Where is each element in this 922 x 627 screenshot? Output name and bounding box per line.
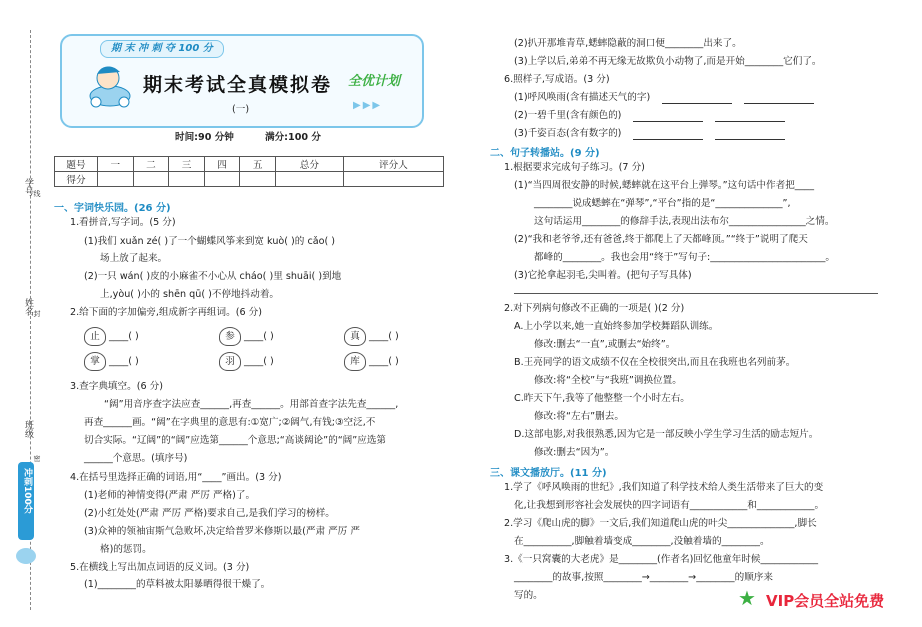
name-label: 姓名 [23,298,33,316]
r-line-1: (2)扒开那堆青草,蟋蟀隐蔽的洞口便________出来了。 [514,38,742,49]
score-table-score-row [55,172,444,187]
seal-mark: 封 [33,310,41,317]
answer-blank[interactable] [715,129,785,140]
char-blank-text[interactable]: ____( ) [109,331,139,342]
class-label: 班级 [23,420,33,438]
score-table-header-row [55,157,444,172]
char-box: 库 [344,352,366,371]
char-box: 掌 [84,352,106,371]
r-line-24: 化,让我想到形容社会发展快的四字词语有____________和____________。 [514,500,825,511]
q5-line-a: (1)________的草料被太阳暴晒得很干燥了。 [84,579,271,590]
r-line-13: (3)它抡拿起羽毛,尖叫着。(把句子写具体) [514,270,692,281]
q3-line-d: ______个意思。(填序号) [84,453,188,464]
q3-title: 3.查字典填空。(6 分) [70,381,163,392]
char-blank-text[interactable]: ____( ) [244,356,274,367]
page-title: 期末考试全真模拟卷 [143,74,333,96]
answer-blank[interactable] [633,129,703,140]
q5-title: 5.在横线上写出加点词语的反义词。(3 分) [70,562,250,573]
exam-full-score: 满分:100 分 [265,132,321,143]
score-cell[interactable] [98,172,134,187]
score-header: 一 [98,157,134,172]
answer-blank[interactable] [633,111,703,122]
score-cell[interactable] [169,172,205,187]
option-c: C.昨天下午,我等了他整整一个小时左右。 [514,393,690,404]
score-cell[interactable] [240,172,276,187]
score-row-label: 得分 [55,172,98,187]
q6-prompt-3: (3)千姿百态(含有数字的) [514,128,622,139]
score-header: 评分人 [343,157,443,172]
q4-line-b: (2)小红处处(严肃 严厉 严格)要求自己,是我们学习的榜样。 [84,508,335,519]
q1-title: 1.看拼音,写字词。(5 分) [70,217,176,228]
char-box: 止 [84,327,106,346]
vip-watermark: VIP会员全站免费 [766,592,885,610]
brand-logo: 全优计划 [348,74,401,89]
char-blank-text[interactable]: ____( ) [109,356,139,367]
r-line-11: (2)“我和老爷爷,还有爸爸,终于都爬上了天都峰顶。”“终于”说明了爬天 [514,234,808,245]
answer-blank[interactable] [662,93,732,104]
seal-line-mark: 线 [33,190,41,197]
sidebar-badge [18,462,34,540]
q4-line-d: 格)的惩罚。 [100,544,152,555]
q6-prompt-1: (1)呼风唤雨(含有描述天气的字) [514,92,651,103]
q3-line-b: 再查______画。“阔”在字典里的意思有:①宽广;②阔气,有钱;③空泛,不 [84,417,376,428]
char-blank-text[interactable]: ____( ) [244,331,274,342]
q6-line-2 [514,109,785,122]
answer-line[interactable] [514,293,878,294]
q3-line-a: “阔”用音序查字法应查______,再查______。用部首查字法先查______, [104,399,399,410]
s2-q2-title: 2.对下列病句修改不正确的一项是( )(2 分) [504,303,685,314]
option-d-fix: 修改:删去“因为”。 [534,447,615,458]
q1-line-c: (2)一只 wán( )皮的小麻雀不小心从 cháo( )里 shuāi( )到地 [84,271,342,282]
char-box: 羽 [219,352,241,371]
score-header: 题号 [55,157,98,172]
answer-blank[interactable] [744,93,814,104]
r-line-29: 写的。 [514,590,543,601]
q6-title: 6.照样子,写成语。(3 分) [504,74,610,85]
char-box: 参 [219,327,241,346]
page-subtitle: (一) [232,104,250,115]
option-b: B.王亮同学的语文成绩不仅在全校很突出,而且在我班也名列前茅。 [514,357,796,368]
char-box: 真 [344,327,366,346]
option-a-fix: 修改:删去“一直”,或删去“始终”。 [534,339,676,350]
section-2-title: 二、句子转播站。(9 分) [490,148,600,159]
r-line-26: 在__________,脚触着墙变成________,没触着墙的________。 [514,536,770,547]
q1-line-a: (1)我们 xuǎn zé( )了一个蝴蝶风筝来到宽 kuò( )的 cǎo( ) [84,236,336,247]
q1-line-d: 上,yòu( )小的 shēn qū( )不停地抖动着。 [100,289,280,300]
section-1-title: 一、字词快乐园。(26 分) [54,203,171,214]
cartoon-kid-car-icon [86,58,134,108]
mascot-icon [16,548,36,564]
r-line-8: (1)“当四周很安静的时候,蟋蟀就在这平台上弹琴。”这句话中作者把____ [514,180,814,191]
char-paren: ( ) [263,331,274,342]
r-line-28: ________的故事,按照________→________→________的顺序来 [514,572,773,583]
q2-title: 2.给下面的字加偏旁,组成新字再组词。(6 分) [70,307,262,318]
exam-time: 时间:90 分钟 [175,132,234,143]
r-line-12: 都峰的________。我也会用“终于”写句子:________________________。 [534,252,835,263]
r-line-9: ________说成蟋蟀在“弹琴”,“平台”指的是“______________”, [534,198,791,209]
q4-title: 4.在括号里选择正确的词语,用“____”画出。(3 分) [70,472,282,483]
section-3-title: 三、课文播放厅。(11 分) [490,468,607,479]
score-header: 二 [133,157,169,172]
r-line-10: 这句话运用________的修辞手法,表现出法布尔________________之情。 [534,216,835,227]
option-a: A.上小学以来,她一直始终参加学校舞蹈队训练。 [514,321,719,332]
char-blank-text[interactable]: ____( ) [369,331,399,342]
q6-line-3 [514,127,785,140]
answer-blank[interactable] [715,111,785,122]
s2-q1-title: 1.根据要求完成句子练习。(7 分) [504,162,645,173]
score-header: 三 [169,157,205,172]
char-paren: ( ) [263,356,274,367]
option-c-fix: 修改:将“左右”删去。 [534,411,624,422]
q3-line-c: 切合实际。“辽阔”的“阔”应选第______个意思;“高谈阔论”的“阔”应选第 [84,435,387,446]
q6-prompt-2: (2)一碧千里(含有颜色的) [514,110,622,121]
q4-line-a: (1)老师的神情变得(严肃 严厉 严格)了。 [84,490,256,501]
student-id-label: 学号 [23,178,33,196]
banner-slogan: 期 末 冲 刺 夺 100 分 [100,40,224,58]
score-cell[interactable] [275,172,343,187]
sidebar-badge-text: 冲刺100分 [22,468,32,514]
char-paren: ( ) [128,331,139,342]
r-line-25: 2.学习《爬山虎的脚》一文后,我们知道爬山虎的叶尖______________,脚长 [504,518,817,529]
q4-line-c: (3)众神的领袖宙斯气急败坏,决定给普罗米修斯以最(严肃 严厉 严 [84,526,360,537]
q1-line-b: 场上放了起来。 [100,253,168,264]
char-paren: ( ) [388,356,399,367]
score-header: 四 [204,157,240,172]
score-cell[interactable] [343,172,443,187]
option-d: D.这部电影,对我很熟悉,因为它是一部反映小学生学习生活的励志短片。 [514,429,819,440]
char-paren: ( ) [388,331,399,342]
score-cell[interactable] [204,172,240,187]
r-line-27: 3.《一只窝囊的大老虎》是________(作者名)回忆他童年时候____________ [504,554,819,565]
q6-line-1 [514,91,814,104]
score-cell[interactable] [133,172,169,187]
score-table [54,156,444,187]
secret-mark: 密 [33,455,41,462]
char-blank-text[interactable]: ____( ) [369,356,399,367]
arrow-decor-icon: ▶▶▶ [353,100,383,111]
r-line-23: 1.学了《呼风唤雨的世纪》,我们知道了科学技术给人类生活带来了巨大的变 [504,482,824,493]
score-header: 总分 [275,157,343,172]
option-b-fix: 修改:将“全校”与“我班”调换位置。 [534,375,682,386]
star-icon: ★ [738,586,756,610]
r-line-2: (3)上学以后,弟弟不再无缘无故欺负小动物了,而是开始________它们了。 [514,56,822,67]
char-paren: ( ) [128,356,139,367]
score-header: 五 [240,157,276,172]
